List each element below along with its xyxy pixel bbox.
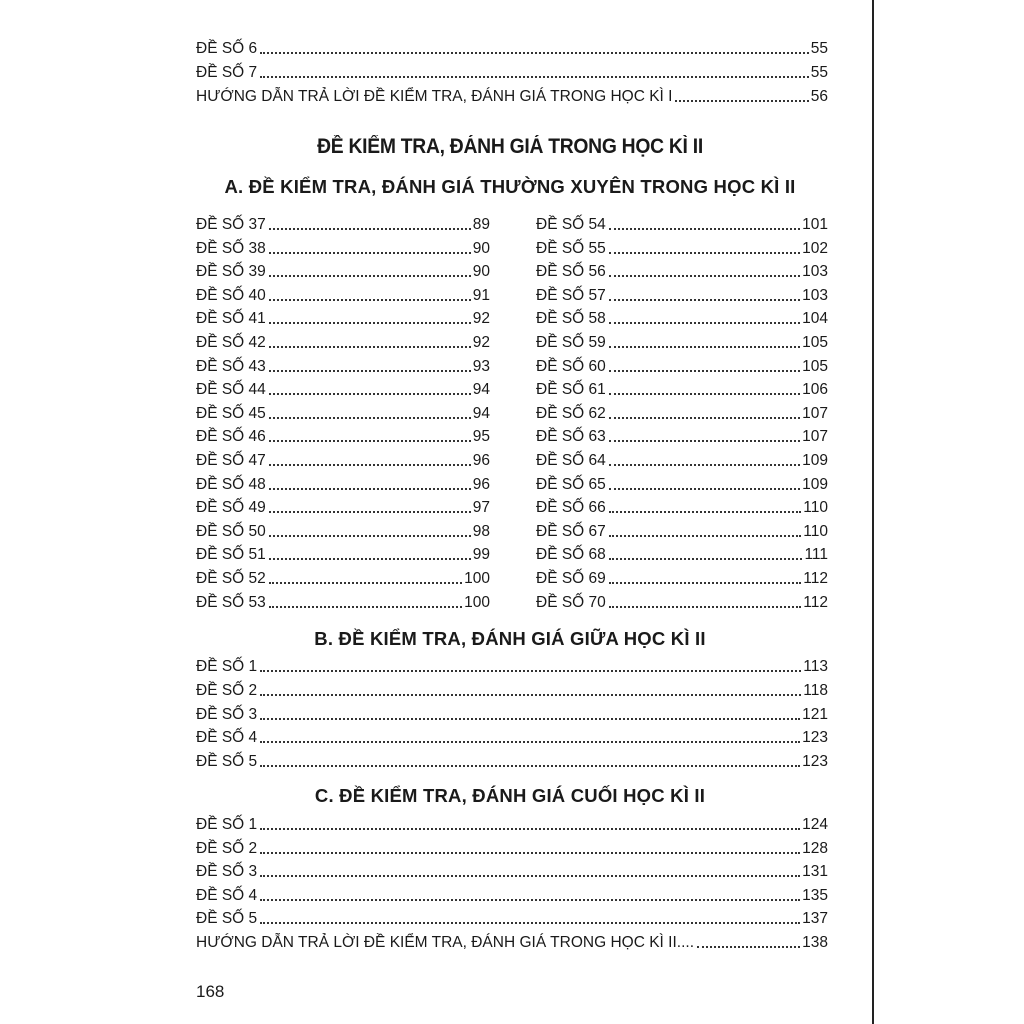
dot-leader <box>260 875 800 877</box>
toc-entry-page-number: 106 <box>802 381 828 399</box>
dot-leader <box>609 558 803 560</box>
dot-leader <box>269 440 471 442</box>
toc-entry-page-number: 94 <box>472 381 490 399</box>
dot-leader <box>269 370 471 372</box>
toc-entry-label: ĐỀ SỐ 37 <box>196 216 266 233</box>
toc-entry-page-number: 121 <box>802 705 828 723</box>
toc-entry-label: ĐỀ SỐ 52 <box>196 570 266 587</box>
dot-leader <box>609 535 802 537</box>
toc-entry[interactable] <box>196 588 490 612</box>
toc-entry[interactable] <box>196 834 828 858</box>
toc-entry-label: ĐỀ SỐ 4 <box>196 729 258 747</box>
toc-entry-label: ĐỀ SỐ 46 <box>196 428 266 446</box>
toc-entry[interactable] <box>536 446 828 470</box>
dot-leader <box>609 417 800 419</box>
dot-leader <box>260 852 800 854</box>
toc-entry[interactable] <box>196 540 490 564</box>
toc-entry-page-number: 105 <box>802 357 828 375</box>
toc-entry-page-number: 103 <box>802 263 828 281</box>
dot-leader <box>269 535 471 537</box>
toc-entry-page-number: 99 <box>472 546 490 564</box>
dot-leader <box>609 511 802 513</box>
toc-entry-page-number: 55 <box>810 64 828 81</box>
toc-entry-page-number: 102 <box>802 239 828 257</box>
dot-leader <box>609 275 800 277</box>
toc-entry-page-number: 113 <box>803 658 828 675</box>
toc-entry[interactable] <box>196 676 828 700</box>
toc-entry[interactable] <box>196 328 490 352</box>
toc-entry-page-number: 96 <box>472 475 490 493</box>
toc-entry-page-number: 100 <box>464 593 490 611</box>
toc-entry[interactable] <box>196 470 490 494</box>
toc-entry[interactable] <box>536 517 828 541</box>
toc-entry-page-number: 103 <box>802 286 828 304</box>
toc-entry[interactable] <box>196 352 490 376</box>
dot-leader <box>609 322 800 324</box>
toc-entry-page-number: 100 <box>464 570 490 587</box>
section-b-heading: B. ĐỀ KIỂM TRA, ĐÁNH GIÁ GIỮA HỌC KÌ II <box>314 628 706 649</box>
page-border-line <box>872 0 874 1024</box>
dot-leader <box>269 299 471 301</box>
dot-leader <box>697 946 800 948</box>
toc-entry[interactable] <box>196 257 490 281</box>
dot-leader <box>269 228 471 230</box>
dot-leader <box>269 417 471 419</box>
toc-entry-label: ĐỀ SỐ 6 <box>196 40 258 57</box>
toc-entry-page-number: 91 <box>472 286 490 304</box>
toc-entry[interactable] <box>536 399 828 423</box>
dot-leader <box>609 346 800 348</box>
toc-entry-label: ĐỀ SỐ 50 <box>196 522 266 540</box>
toc-entry-page-number: 107 <box>802 404 828 422</box>
dot-leader <box>609 582 802 584</box>
toc-entry-page-number: 124 <box>802 816 828 833</box>
toc-entry[interactable] <box>536 493 828 517</box>
toc-entry-label: ĐỀ SỐ 5 <box>196 753 258 771</box>
toc-entry[interactable] <box>196 928 828 952</box>
toc-entry[interactable] <box>536 304 828 328</box>
toc-entry-label: ĐỀ SỐ 63 <box>536 428 606 446</box>
toc-entry-page-number: 137 <box>802 910 828 928</box>
toc-entry-page-number: 131 <box>802 863 828 881</box>
toc-entry-page-number: 55 <box>810 40 828 57</box>
toc-entry-page-number: 92 <box>472 334 490 351</box>
dot-leader <box>609 299 800 301</box>
dot-leader <box>260 922 800 924</box>
toc-entry-label: ĐỀ SỐ 39 <box>196 263 266 281</box>
toc-entry-page-number: 112 <box>803 570 828 587</box>
toc-entry[interactable] <box>196 375 490 399</box>
toc-entry-label: ĐỀ SỐ 42 <box>196 334 266 351</box>
toc-entry[interactable] <box>536 564 828 588</box>
toc-entry-page-number: 90 <box>472 239 490 257</box>
toc-entry-page-number: 135 <box>802 886 828 904</box>
toc-entry-page-number: 98 <box>472 522 490 540</box>
toc-entry-page-number: 105 <box>802 334 828 351</box>
toc-entry[interactable] <box>196 810 828 834</box>
toc-entry[interactable] <box>196 234 490 258</box>
dot-leader <box>269 275 471 277</box>
toc-entry-label: HƯỚNG DẪN TRẢ LỜI ĐỀ KIỂM TRA, ĐÁNH GIÁ TRONG HỌC KÌ I <box>196 88 673 105</box>
toc-entry-page-number: 96 <box>472 452 490 469</box>
toc-entry-label: ĐỀ SỐ 56 <box>536 263 606 281</box>
toc-entry-label: ĐỀ SỐ 3 <box>196 863 258 881</box>
toc-entry[interactable] <box>196 281 490 305</box>
dot-leader <box>260 76 809 78</box>
toc-entry-page-number: 138 <box>802 934 828 951</box>
toc-entry[interactable] <box>196 210 490 234</box>
toc-entry-label: ĐỀ SỐ 41 <box>196 310 266 328</box>
toc-entry-label: ĐỀ SỐ 49 <box>196 499 266 517</box>
dot-leader <box>269 488 471 490</box>
toc-entry[interactable] <box>536 588 828 612</box>
toc-entry-page-number: 107 <box>802 428 828 446</box>
dot-leader <box>260 741 800 743</box>
toc-entry[interactable] <box>196 652 828 676</box>
dot-leader <box>260 694 801 696</box>
toc-entry-label: ĐỀ SỐ 54 <box>536 216 606 233</box>
toc-entry-page-number: 97 <box>472 499 490 517</box>
toc-entry-label: HƯỚNG DẪN TRẢ LỜI ĐỀ KIỂM TRA, ĐÁNH GIÁ TRONG HỌC KÌ II.... <box>196 934 694 951</box>
toc-entry-label: ĐỀ SỐ 53 <box>196 593 266 611</box>
toc-entry-label: ĐỀ SỐ 57 <box>536 286 606 304</box>
toc-entry-page-number: 101 <box>802 216 828 233</box>
dot-leader <box>269 346 471 348</box>
toc-entry[interactable] <box>196 904 828 928</box>
toc-entry[interactable] <box>196 493 490 517</box>
toc-entry[interactable] <box>196 881 828 905</box>
toc-entry-page-number: 112 <box>803 593 828 611</box>
toc-entry-label: ĐỀ SỐ 60 <box>536 357 606 375</box>
dot-leader <box>269 511 471 513</box>
dot-leader <box>260 718 800 720</box>
toc-entry-label: ĐỀ SỐ 45 <box>196 404 266 422</box>
toc-entry-page-number: 110 <box>803 499 828 517</box>
dot-leader <box>609 228 800 230</box>
toc-entry[interactable] <box>196 304 490 328</box>
dot-leader <box>269 606 462 608</box>
toc-entry-label: ĐỀ SỐ 51 <box>196 546 266 564</box>
toc-entry-label: ĐỀ SỐ 69 <box>536 570 606 587</box>
dot-leader <box>260 765 800 767</box>
dot-leader <box>269 393 471 395</box>
toc-entry-page-number: 93 <box>472 357 490 375</box>
toc-entry-label: ĐỀ SỐ 64 <box>536 452 606 469</box>
toc-entry-page-number: 94 <box>472 404 490 422</box>
dot-leader <box>260 52 809 54</box>
toc-entry-label: ĐỀ SỐ 58 <box>536 310 606 328</box>
toc-entry-label: ĐỀ SỐ 59 <box>536 334 606 351</box>
dot-leader <box>260 828 800 830</box>
toc-entry-label: ĐỀ SỐ 3 <box>196 705 258 723</box>
section-a-heading: A. ĐỀ KIỂM TRA, ĐÁNH GIÁ THƯỜNG XUYÊN TRONG HỌC KÌ II <box>224 176 796 197</box>
toc-entry-page-number: 109 <box>802 475 828 493</box>
dot-leader <box>609 370 800 372</box>
toc-entry-page-number: 111 <box>804 546 828 564</box>
dot-leader <box>609 393 800 395</box>
toc-entry[interactable] <box>536 352 828 376</box>
dot-leader <box>269 464 471 466</box>
toc-entry[interactable] <box>196 422 490 446</box>
dot-leader <box>269 252 471 254</box>
section-c-heading: C. ĐỀ KIỂM TRA, ĐÁNH GIÁ CUỐI HỌC KÌ II <box>314 785 706 806</box>
toc-entry-page-number: 89 <box>472 216 490 233</box>
toc-entry-label: ĐỀ SỐ 44 <box>196 381 266 399</box>
toc-entry-label: ĐỀ SỐ 2 <box>196 839 258 857</box>
toc-entry-label: ĐỀ SỐ 4 <box>196 886 258 904</box>
toc-entry-label: ĐỀ SỐ 40 <box>196 286 266 304</box>
toc-entry-label: ĐỀ SỐ 48 <box>196 475 266 493</box>
toc-entry[interactable] <box>196 446 490 470</box>
toc-entry[interactable] <box>536 234 828 258</box>
toc-entry-page-number: 128 <box>802 839 828 857</box>
toc-entry[interactable] <box>536 375 828 399</box>
toc-entry[interactable] <box>536 470 828 494</box>
toc-entry[interactable] <box>196 857 828 881</box>
toc-entry[interactable] <box>536 540 828 564</box>
toc-entry-page-number: 95 <box>472 428 490 446</box>
toc-entry-page-number: 110 <box>803 522 828 540</box>
toc-entry[interactable] <box>196 700 828 724</box>
toc-entry[interactable] <box>196 564 490 588</box>
toc-entry-label: ĐỀ SỐ 47 <box>196 452 266 469</box>
toc-entry-label: ĐỀ SỐ 5 <box>196 910 258 928</box>
toc-entry-label: ĐỀ SỐ 7 <box>196 64 258 81</box>
toc-entry-label: ĐỀ SỐ 38 <box>196 239 266 257</box>
dot-leader <box>269 322 471 324</box>
toc-entry[interactable] <box>196 399 490 423</box>
main-heading: ĐỀ KIỂM TRA, ĐÁNH GIÁ TRONG HỌC KÌ II <box>317 135 703 158</box>
toc-entry-page-number: 92 <box>472 310 490 328</box>
toc-entry-page-number: 123 <box>802 729 828 747</box>
toc-entry-label: ĐỀ SỐ 43 <box>196 357 266 375</box>
toc-entry-label: ĐỀ SỐ 70 <box>536 593 606 611</box>
dot-leader <box>609 606 802 608</box>
toc-entry[interactable] <box>196 34 828 58</box>
page-number: 168 <box>196 982 225 1001</box>
toc-entry-label: ĐỀ SỐ 1 <box>196 658 258 675</box>
toc-entry-page-number: 123 <box>802 753 828 771</box>
toc-entry-page-number: 90 <box>472 263 490 281</box>
toc-entry-page-number: 56 <box>810 88 828 105</box>
dot-leader <box>260 899 800 901</box>
toc-entry-page-number: 118 <box>803 681 828 699</box>
toc-entry[interactable] <box>536 281 828 305</box>
toc-entry-label: ĐỀ SỐ 61 <box>536 381 606 399</box>
toc-entry-page-number: 109 <box>802 452 828 469</box>
dot-leader <box>609 488 800 490</box>
toc-entry[interactable] <box>196 517 490 541</box>
dot-leader <box>269 558 471 560</box>
toc-entry[interactable] <box>196 723 828 747</box>
toc-entry-label: ĐỀ SỐ 65 <box>536 475 606 493</box>
toc-entry-label: ĐỀ SỐ 2 <box>196 681 258 699</box>
toc-entry-label: ĐỀ SỐ 1 <box>196 816 258 833</box>
dot-leader <box>675 100 808 102</box>
toc-entry-label: ĐỀ SỐ 62 <box>536 404 606 422</box>
toc-entry[interactable] <box>196 82 828 106</box>
toc-entry[interactable] <box>536 328 828 352</box>
toc-entry-label: ĐỀ SỐ 67 <box>536 522 606 540</box>
toc-entry-page-number: 104 <box>802 310 828 328</box>
dot-leader <box>260 670 801 672</box>
dot-leader <box>609 252 800 254</box>
dot-leader <box>269 582 462 584</box>
toc-entry-label: ĐỀ SỐ 55 <box>536 239 606 257</box>
toc-entry[interactable] <box>536 422 828 446</box>
toc-entry[interactable] <box>536 210 828 234</box>
toc-entry-label: ĐỀ SỐ 68 <box>536 546 606 564</box>
toc-entry-label: ĐỀ SỐ 66 <box>536 499 606 517</box>
dot-leader <box>609 464 800 466</box>
dot-leader <box>609 440 800 442</box>
toc-entry[interactable] <box>196 747 828 771</box>
toc-entry[interactable] <box>196 58 828 82</box>
toc-entry[interactable] <box>536 257 828 281</box>
